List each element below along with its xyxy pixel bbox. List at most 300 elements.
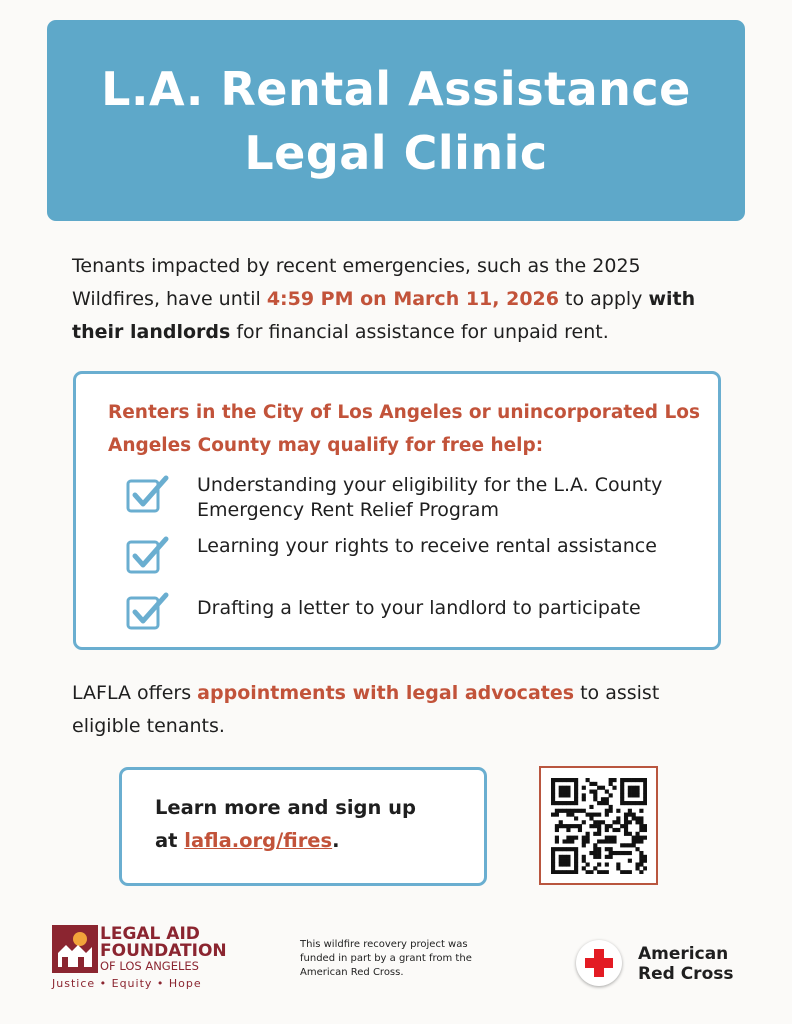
qr-module [643, 793, 647, 797]
qr-module [554, 778, 558, 782]
qr-module [635, 866, 639, 870]
qr-module [620, 870, 624, 874]
qr-module [631, 778, 635, 782]
qr-module [631, 835, 635, 839]
qr-module [616, 827, 620, 831]
qr-module [589, 850, 593, 854]
signup-link[interactable]: lafla.org/fires [184, 829, 333, 852]
qr-module [589, 824, 593, 828]
qr-module [554, 847, 558, 851]
qr-module [593, 854, 597, 858]
qr-module [562, 778, 566, 782]
qr-module [604, 824, 608, 828]
qr-module [566, 858, 570, 862]
qr-module [581, 797, 585, 801]
qr-module [589, 789, 593, 793]
qr-module [593, 797, 597, 801]
qr-module [639, 839, 643, 843]
qr-module [604, 835, 608, 839]
qr-module [597, 831, 601, 835]
qr-module [562, 824, 566, 828]
qr-module [639, 858, 643, 862]
qr-module [589, 804, 593, 808]
qr-module [600, 870, 604, 874]
qr-module [600, 801, 604, 805]
qr-module [604, 789, 608, 793]
qr-module [604, 827, 608, 831]
qr-module [589, 870, 593, 874]
qr-module [623, 778, 627, 782]
qr-module [574, 781, 578, 785]
qr-module [566, 839, 570, 843]
red-cross-icon [576, 940, 622, 986]
qr-module [620, 778, 624, 782]
qr-module [623, 812, 627, 816]
qr-module [597, 862, 601, 866]
logo-line-3: OF LOS ANGELES [100, 959, 199, 973]
qr-module [554, 808, 558, 812]
qr-module [643, 789, 647, 793]
qr-module [597, 820, 601, 824]
qr-module [597, 827, 601, 831]
qr-module [604, 862, 608, 866]
qr-module [581, 839, 585, 843]
qr-module [566, 808, 570, 812]
qr-module [593, 866, 597, 870]
qr-module [616, 808, 620, 812]
qr-module [623, 843, 627, 847]
qr-module [600, 839, 604, 843]
intro-text-2: to apply [558, 288, 649, 310]
qr-module [643, 835, 647, 839]
qr-module [643, 827, 647, 831]
qr-module [574, 801, 578, 805]
qr-module [585, 862, 589, 866]
qr-module [627, 778, 631, 782]
qr-module [608, 835, 612, 839]
qr-module [566, 824, 570, 828]
qr-module [551, 789, 555, 793]
qr-module [581, 843, 585, 847]
page-title-line-2: Legal Clinic [244, 125, 548, 180]
qr-module [581, 785, 585, 789]
qr-module [581, 808, 585, 812]
qr-module [554, 835, 558, 839]
qr-module [574, 789, 578, 793]
qr-module [635, 789, 639, 793]
qr-module [558, 801, 562, 805]
qr-code-frame [539, 766, 658, 885]
qr-module [597, 850, 601, 854]
qr-module [558, 778, 562, 782]
qr-module [616, 866, 620, 870]
qr-module [593, 847, 597, 851]
qr-module [639, 816, 643, 820]
qr-module [562, 793, 566, 797]
qr-module [551, 785, 555, 789]
qr-module [608, 793, 612, 797]
qr-module [604, 870, 608, 874]
qr-module [608, 804, 612, 808]
qr-module [604, 847, 608, 851]
qr-module [635, 801, 639, 805]
lafla-text-2: to assist eligible tenants. [72, 682, 660, 737]
qr-module [612, 785, 616, 789]
red-cross-name [638, 944, 733, 984]
qr-module [627, 843, 631, 847]
qr-module [623, 850, 627, 854]
qr-module [577, 827, 581, 831]
qr-module [558, 785, 562, 789]
qr-module [627, 789, 631, 793]
qr-module [612, 839, 616, 843]
qr-module [635, 778, 639, 782]
qr-module [620, 789, 624, 793]
qr-module [554, 839, 558, 843]
qr-module [620, 793, 624, 797]
qr-module [551, 847, 555, 851]
qr-module [581, 858, 585, 862]
qr-module [597, 801, 601, 805]
qr-module [593, 781, 597, 785]
qr-module [585, 870, 589, 874]
qr-module [593, 793, 597, 797]
qr-module [570, 812, 574, 816]
qr-module [570, 824, 574, 828]
qr-module [623, 824, 627, 828]
qr-module [597, 847, 601, 851]
qr-module [639, 862, 643, 866]
qr-module [562, 870, 566, 874]
qr-module [639, 801, 643, 805]
qr-module [604, 854, 608, 858]
qr-module [600, 820, 604, 824]
qr-module [574, 793, 578, 797]
qr-module [562, 847, 566, 851]
qr-module [558, 824, 562, 828]
qr-module [554, 824, 558, 828]
qr-module [574, 824, 578, 828]
signup-line-1: Learn more and sign up [155, 796, 416, 819]
qr-module [562, 854, 566, 858]
qr-module [577, 824, 581, 828]
qr-module [608, 850, 612, 854]
qr-module [612, 827, 616, 831]
qr-module [558, 808, 562, 812]
qr-module [639, 808, 643, 812]
qr-module [604, 812, 608, 816]
qr-module [551, 862, 555, 866]
qr-module [643, 785, 647, 789]
qr-module [570, 870, 574, 874]
qr-module [616, 862, 620, 866]
qr-module [597, 824, 601, 828]
qr-module [551, 781, 555, 785]
qr-module [593, 824, 597, 828]
qr-module [623, 820, 627, 824]
qr-module [620, 781, 624, 785]
qr-module [558, 862, 562, 866]
qr-module [627, 801, 631, 805]
qr-module [574, 797, 578, 801]
qr-module [566, 854, 570, 858]
checkbox-checked-icon [126, 536, 170, 576]
qr-module [589, 812, 593, 816]
page-title-line-1: L.A. Rental Assistance [101, 61, 691, 116]
checklist-item-text: Learning your rights to receive rental assistance [197, 535, 657, 557]
qr-module [608, 781, 612, 785]
qr-module [639, 850, 643, 854]
qr-module [608, 808, 612, 812]
qr-module [570, 801, 574, 805]
qr-module [639, 854, 643, 858]
qr-module [554, 827, 558, 831]
qr-module [574, 858, 578, 862]
qr-module [593, 820, 597, 824]
qr-module [635, 831, 639, 835]
qr-module [566, 827, 570, 831]
qr-module [604, 839, 608, 843]
qr-module [627, 858, 631, 862]
qr-module [574, 862, 578, 866]
qr-module [551, 854, 555, 858]
qr-module [551, 870, 555, 874]
qr-module [608, 847, 612, 851]
qr-module [616, 850, 620, 854]
qr-module [574, 785, 578, 789]
qr-module [593, 850, 597, 854]
lafla-highlight: appointments with legal advocates [197, 682, 575, 704]
qr-module [562, 789, 566, 793]
qr-module [620, 843, 624, 847]
qr-module [623, 816, 627, 820]
qr-module [566, 847, 570, 851]
qr-module [585, 831, 589, 835]
qr-module [620, 850, 624, 854]
qr-module [631, 789, 635, 793]
qr-module [631, 812, 635, 816]
qr-module [643, 797, 647, 801]
qr-module [612, 835, 616, 839]
title-banner [47, 20, 745, 221]
qr-module [616, 816, 620, 820]
qr-module [604, 801, 608, 805]
qr-module [577, 808, 581, 812]
qr-module [562, 808, 566, 812]
qr-module [581, 820, 585, 824]
qr-module [639, 870, 643, 874]
qr-module [574, 870, 578, 874]
qr-module [570, 847, 574, 851]
qr-module [574, 778, 578, 782]
qr-module [643, 781, 647, 785]
qr-module [562, 801, 566, 805]
qr-module [574, 850, 578, 854]
qr-module [566, 812, 570, 816]
intro-text-1: Tenants impacted by recent emergencies, such as the 2025 Wildfires, have until [72, 255, 641, 310]
qr-module [566, 785, 570, 789]
intro-text-3: for financial assistance for unpaid rent. [230, 321, 609, 343]
qr-module [612, 850, 616, 854]
qr-module [581, 854, 585, 858]
qr-module [623, 831, 627, 835]
qr-module [620, 824, 624, 828]
lafla-logo-icon [52, 925, 98, 973]
qr-module [597, 839, 601, 843]
checkbox-checked-icon [126, 592, 170, 632]
qr-module [597, 854, 601, 858]
qr-module [566, 793, 570, 797]
qr-module [639, 824, 643, 828]
qr-module [581, 793, 585, 797]
qr-module [604, 808, 608, 812]
qr-module [635, 820, 639, 824]
qr-module [643, 801, 647, 805]
qr-module [635, 847, 639, 851]
qr-module [585, 835, 589, 839]
qr-module [608, 824, 612, 828]
qr-module [574, 816, 578, 820]
qr-module [643, 778, 647, 782]
qr-module [558, 820, 562, 824]
qr-module [635, 862, 639, 866]
intro-emphasis: with their landlords [72, 288, 696, 343]
qr-module [551, 858, 555, 862]
qr-module [562, 785, 566, 789]
qr-module [600, 785, 604, 789]
qr-module [631, 816, 635, 820]
deadline-text: 4:59 PM on March 11, 2026 [266, 288, 559, 310]
qr-module [612, 820, 616, 824]
qr-module [562, 858, 566, 862]
qr-module [566, 801, 570, 805]
intro-paragraph [72, 250, 732, 349]
qr-module [616, 820, 620, 824]
qr-module [558, 793, 562, 797]
qr-module [566, 870, 570, 874]
qr-module [593, 831, 597, 835]
qr-code-icon[interactable] [551, 778, 647, 874]
lafla-paragraph [72, 677, 732, 743]
logo-line-2: FOUNDATION [100, 941, 227, 961]
qr-module [570, 808, 574, 812]
qr-module [643, 866, 647, 870]
qr-module [558, 854, 562, 858]
qr-module [593, 789, 597, 793]
qr-module [635, 839, 639, 843]
red-cross-line-1: American [638, 944, 729, 964]
red-cross-emblem [576, 940, 622, 986]
qr-module [639, 835, 643, 839]
qr-module [593, 843, 597, 847]
qr-module [620, 797, 624, 801]
qr-module [627, 808, 631, 812]
qr-module [581, 835, 585, 839]
qr-module [581, 866, 585, 870]
funding-note: This wildfire recovery project was funded in part by a grant from the American Red Cross. [300, 939, 472, 978]
signup-text [155, 791, 475, 857]
qr-module [551, 793, 555, 797]
qr-module [600, 797, 604, 801]
qr-module [597, 785, 601, 789]
eligibility-heading: Renters in the City of Los Angeles or unincorporated Los Angeles County may qualify for free help: [108, 402, 700, 456]
qr-module [608, 839, 612, 843]
qr-module [643, 824, 647, 828]
qr-module [593, 812, 597, 816]
qr-module [627, 850, 631, 854]
qr-module [554, 870, 558, 874]
qr-module [635, 835, 639, 839]
qr-module [566, 862, 570, 866]
qr-module [639, 820, 643, 824]
qr-module [631, 843, 635, 847]
qr-module [551, 778, 555, 782]
qr-module [574, 808, 578, 812]
qr-module [558, 789, 562, 793]
signup-box [119, 767, 487, 886]
qr-module [554, 801, 558, 805]
qr-module [558, 847, 562, 851]
logo-line-1: LEGAL AID [100, 924, 200, 944]
qr-module [574, 866, 578, 870]
lafla-text-1: LAFLA offers [72, 682, 198, 704]
qr-module [639, 778, 643, 782]
qr-module [643, 858, 647, 862]
qr-module [585, 778, 589, 782]
qr-module [608, 778, 612, 782]
qr-module [574, 847, 578, 851]
qr-module [627, 785, 631, 789]
checklist-item-text: Drafting a letter to your landlord to participate [197, 597, 641, 619]
qr-module [627, 820, 631, 824]
qr-module [620, 785, 624, 789]
red-cross-logo [576, 940, 756, 990]
qr-module [635, 816, 639, 820]
qr-module [554, 812, 558, 816]
qr-module [623, 801, 627, 805]
qr-module [589, 816, 593, 820]
qr-module [620, 801, 624, 805]
qr-module [608, 854, 612, 858]
qr-module [566, 835, 570, 839]
qr-module [566, 789, 570, 793]
qr-module [551, 812, 555, 816]
qr-module [623, 870, 627, 874]
logo-tagline: Justice • Equity • Hope [52, 977, 202, 990]
qr-module [643, 854, 647, 858]
qr-module [589, 781, 593, 785]
qr-module [631, 839, 635, 843]
qr-module [627, 793, 631, 797]
qr-module [604, 797, 608, 801]
signup-end: . [332, 829, 340, 852]
qr-module [558, 858, 562, 862]
signup-at: at [155, 829, 185, 852]
qr-module [597, 870, 601, 874]
qr-module [566, 778, 570, 782]
eligibility-box [73, 371, 721, 650]
qr-module [585, 812, 589, 816]
qr-module [570, 839, 574, 843]
qr-module [623, 827, 627, 831]
qr-module [585, 839, 589, 843]
qr-module [551, 797, 555, 801]
qr-module [562, 839, 566, 843]
qr-module [635, 785, 639, 789]
qr-module [558, 870, 562, 874]
red-cross-line-2: Red Cross [638, 964, 734, 984]
qr-module [570, 835, 574, 839]
